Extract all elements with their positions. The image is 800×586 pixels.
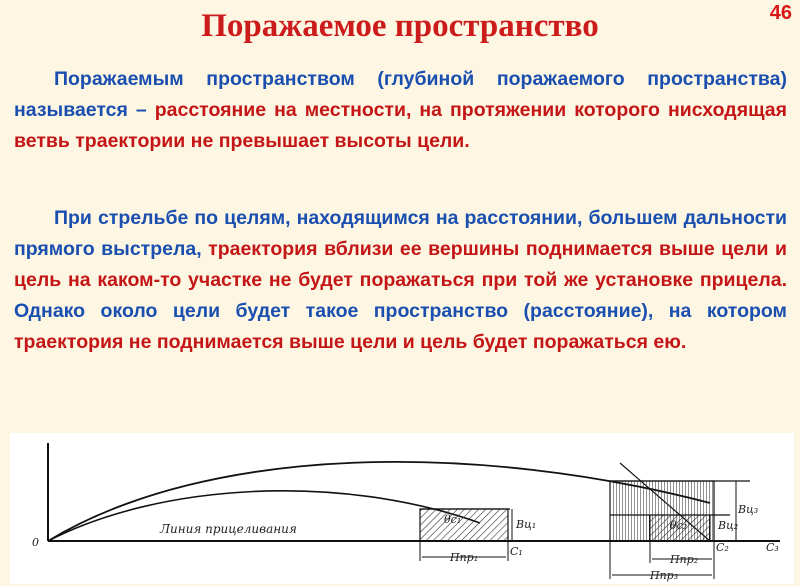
ppr2-label: Ппр₂ bbox=[670, 553, 699, 566]
origin-label: 0 bbox=[32, 536, 39, 549]
explanation-part1: При стрельбе по целям, находящимся на расстоянии, большем дальности прямого выстрела, bbox=[14, 207, 787, 260]
explanation-part2: траектория вблизи ее вершины поднимается выше цели и цель на каком-то участке не будет поражаться при той же установке прицела. bbox=[14, 238, 787, 291]
affected-zone-1 bbox=[420, 509, 508, 541]
trajectory-svg bbox=[10, 433, 794, 584]
target-height2-label: Вц₂ bbox=[718, 519, 739, 532]
explanation-part4: траектория не поднимается выше цели и цель будет поражаться ею. bbox=[14, 331, 687, 353]
sight-line-label: Линия прицеливания bbox=[160, 522, 297, 536]
definition-text: расстояние на местности, на протяжении которого нисходящая ветвь траектории не превышает высоты цели. bbox=[14, 99, 787, 152]
target-height3-label: Вц₃ bbox=[738, 503, 759, 516]
trajectory-diagram bbox=[10, 433, 794, 584]
c1-label: С₁ bbox=[510, 545, 523, 558]
page-title: Поражаемое пространство bbox=[201, 8, 599, 44]
explanation-part3: Однако около цели будет такое пространство (расстояние), на котором bbox=[14, 300, 787, 322]
ppr3-label: Ппр₃ bbox=[650, 569, 679, 582]
c2-label: С₂ bbox=[716, 541, 729, 554]
explanation-paragraph bbox=[14, 203, 787, 358]
slide-number: 46 bbox=[769, 2, 792, 24]
ppr1-label: Ппр₁ bbox=[450, 551, 479, 564]
c3-label: С₃ bbox=[766, 541, 779, 554]
theta1-label: θс₁ bbox=[444, 513, 462, 526]
target-height1-label: Вц₁ bbox=[516, 518, 537, 531]
theta2-label: θс₂ bbox=[670, 519, 688, 532]
definition-intro: Поражаемым пространством (глубиной поражаемого пространства) называется – bbox=[14, 68, 787, 121]
definition-paragraph bbox=[14, 64, 787, 157]
